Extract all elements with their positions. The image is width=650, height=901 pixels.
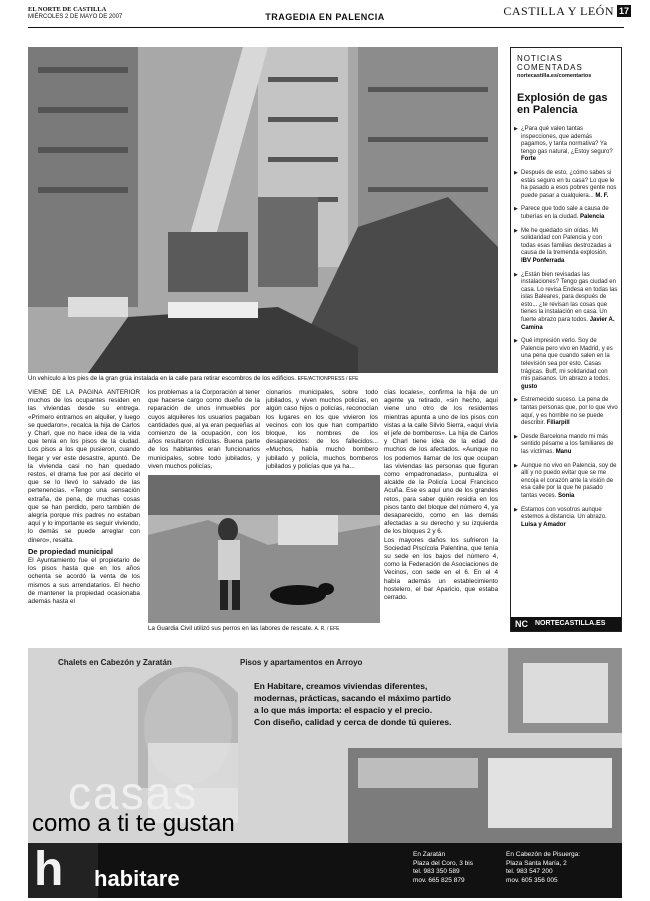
comment-item: ▶ Me he quedado sin oídas. Mi solidaridad con Palencia y con todas esas familias destrozadas a causa de la tremenda explosión. IBV Ponferrada (514, 228, 618, 266)
office1-city: En Zaratán (413, 851, 446, 858)
section-title: TRAGEDIA EN PALENCIA (265, 12, 385, 22)
ad-location-1: Chalets en Cabezón y Zaratán (58, 658, 172, 667)
office-cabezon (506, 851, 580, 885)
comment-item: ▶ Aunque no vivo en Palencia, soy de allí y no puedo evitar que se me encoja el corazón ante la visión de esa calle por la que he pasado tantas veces. Sonia (514, 463, 618, 501)
ad-pitch (254, 680, 494, 728)
caption2-text: La Guardia Civil utilizó sus perros en las labores de rescate. (148, 625, 313, 632)
sidebar-title: Explosión de gas en Palencia (517, 92, 608, 116)
ad-slogan: como a ti te gustan (32, 810, 235, 837)
second-photo-caption (148, 625, 382, 633)
comment-item: ▶ Estremecido suceso. La pena de tantas personas que, por lo que vivo aquí, y es horrible no se puede describir. Filiarpill (514, 397, 618, 427)
footer-url: NORTECASTILLA.ES (535, 620, 606, 627)
article-text-1: VIENE DE LA PÁGINA ANTERIOR muchos de los ocupantes residen en las viviendas desde su entrega. «Primero entramos en alquiler, y luego se quedaron», recalca la hija de Carlos y Charl, que no hace idea de la vida que tenía en los pisos de la ciudad. Los pisos a los que pusieron, cuando llegar y ver este desastre, apuntó. De la vivienda casi no han quedado restos, el drama fue por así decirlo el que se lo llevó lo salvado de las pertenencias. «Tengo una sensación extraña, de pena, de muchas cosas que se han perdido, pero también de alegría porque mis padres no estaban aquí y lo importante es seguir viviendo, lo demás se puede arreglar con dinero», resalta. (28, 389, 140, 544)
office2-mobile: mov. 605 356 005 (506, 876, 558, 884)
comment-item: ▶ Estamos con vosotros aunque estemos a distancia. Un abrazo. Luisa y Amador (514, 507, 618, 530)
region-title: CASTILLA Y LEÓN (503, 4, 614, 18)
article-column-4 (384, 389, 498, 634)
pitch-line-1: En Habitare, creamos viviendas diferentes, (254, 681, 428, 691)
office2-phone: tel. 983 547 200 (506, 868, 553, 875)
ad-big-word: casas (68, 767, 199, 819)
second-photo (148, 475, 380, 623)
pitch-line-2: modernas, prácticas, sacando el máximo partido (254, 693, 451, 703)
caption-text: Un vehículo a los pies de la gran grúa instalada en la calle para retirar escombros de los edificios. (28, 375, 296, 382)
ad-location-2: Pisos y apartamentos en Arroyo (240, 658, 363, 667)
article-column-1 (28, 389, 140, 634)
office1-mobile: mov. 665 825 879 (413, 876, 465, 884)
rescue-dog-image (148, 475, 380, 623)
comment-item: ▶ ¿Para qué valen tantas inspecciones, que además pagamos, y tanta normativa? Ya tengo gas natural, ¿Estoy seguro? Forte (514, 126, 618, 164)
article-column-3 (266, 389, 378, 473)
article-text-4b: Los mayores daños los sufrieron la Sociedad Piscícola Palentina, que tenía su sede en los bajos del número 4, como la Federación de Asociaciones de Vecinos, con sede en el 6. En el 4 había además un establecimiento hostelero, el bar Aparicio, que estaba cerrado. (384, 536, 498, 602)
nc-logo: NC (515, 619, 528, 629)
office-zaratan (413, 851, 473, 885)
comment-item: ▶ Desde Barcelona mando mi más sentido pésame a los familiares de las víctimas. Manu (514, 434, 618, 457)
caption-credit: EFE/ACTIONPRESS / EFE (297, 376, 359, 382)
paper-name: EL NORTE DE CASTILLA (28, 6, 107, 13)
issue-date: MIÉRCOLES 2 DE MAYO DE 2007 (28, 14, 123, 20)
sidebar-url[interactable]: nortecastilla.es/comentarios (517, 73, 592, 79)
comments-sidebar (510, 47, 622, 632)
comment-list (514, 126, 618, 535)
office2-city: En Cabezón de Pisuerga: (506, 851, 581, 858)
office1-phone: tel. 983 350 589 (413, 868, 460, 875)
office1-address: Plaza del Coro, 3 bis (413, 859, 473, 867)
main-photo-caption (28, 375, 498, 383)
habitare-logo-text: habitare (94, 866, 180, 891)
habitare-advertisement[interactable] (28, 648, 622, 898)
main-photo (28, 47, 498, 373)
header-rule (28, 27, 624, 28)
comment-item: ▶ Después de esto, ¿cómo sabes si estás seguro en tu casa? Lo que le ha pasado a esos pobres gente nos puede pasar a cualquiera... M. F. (514, 170, 618, 200)
sidebar-heading: NOTICIAS COMENTADAS (517, 54, 583, 72)
article-text-3: cionarios municipales, sobre todo jubilados, y viven muchos policías, en algún caso hijos o policías, reconocían los lugares en los que vivieron los vecinos con los que han compartido bloque, los nombres de los desaparecidos: de los fallecidos... «Muchos, había mucho bombero jubilado y policía, muchos bomberos jubilados y policías que ya ha... (266, 389, 378, 470)
pitch-line-4: Con diseño, calidad y cerca de donde tú quieres. (254, 717, 452, 727)
article-text-2: los problemas a la Corporación al tener que hacerse cargo como dueño de la reparación de unos inmuebles por cuyos alquileres los usuarios pagaban cantidades que, al ya eran pequeñas al comienzo de la ocupación, con los años resultaron ridículas. Buena parte de los habitantes eran funcionarios municipales, sobre todo jubilados, y viven muchos policías, (148, 389, 260, 470)
page-number: 17 (618, 6, 629, 16)
comment-item: ▶ ¿Están bien revisadas las instalaciones? Tengo gas ciudad en casa. Lo revisa Endesa en todas las islas Baleares, para después de esto... ¿te revisan las cosas que tienes la instalación en casa. Un fuerte abrazo para todos. Javier A. Camina (514, 272, 618, 333)
subheading: De propiedad municipal (28, 546, 114, 556)
article-text-4: cías locales», confirma la hija de un agente ya retirado, «sin hecho, aquí viene uno otro de los residentes mientras apunta a uno de los pisos con vistas a la calle Silvio Sierra, «aquí vivía el jefe de bomberos». La hija de Carlos y Charl tiene idea de la edad de muchos de los afectados. «Aunque no los podemos llamar de los que ocupan las viviendas las personas que figuran como empadronadas», puntualiza el alcalde de la Policía Local Francisco Acuña. Ese es aquí uno de los grandes retos, para saber quién residía en los pisos tanto del bloque del número 4, ya desaparecido, como en las demás afectadas a su derecho y su izquierda de los bloques 2 y 6. (384, 389, 498, 536)
article-text-1b: El Ayuntamiento fue el propietario de los pisos hasta que en los años ochenta se acordó la venta de los mismos a sus arrendatarios. El hecho de mantener la propiedad ocasionaba además hasta el (28, 557, 140, 606)
comment-item: ▶ Qué impresión verlo. Soy de Palencia pero vivo en Madrid, y es una pena que cuando salen en la televisión sea por esto. Casas trágicas. Buff, mi solidaridad con mis paisanos. Un abrazo a todos. gusto (514, 338, 618, 391)
office2-address: Plaza Santa María, 2 (506, 859, 567, 867)
article-column-2 (148, 389, 260, 473)
demolition-scene-image (28, 47, 498, 373)
caption2-credit: A. R. / EFE (314, 626, 340, 632)
habitare-logo-mark: h (34, 843, 64, 896)
sidebar-footer[interactable] (511, 617, 622, 631)
comment-item: ▶ Parece que todo sale a causa de tuberías en la ciudad. Palencia (514, 206, 618, 221)
pitch-line-3: a lo que más importa: el espacio y el precio. (254, 705, 433, 715)
